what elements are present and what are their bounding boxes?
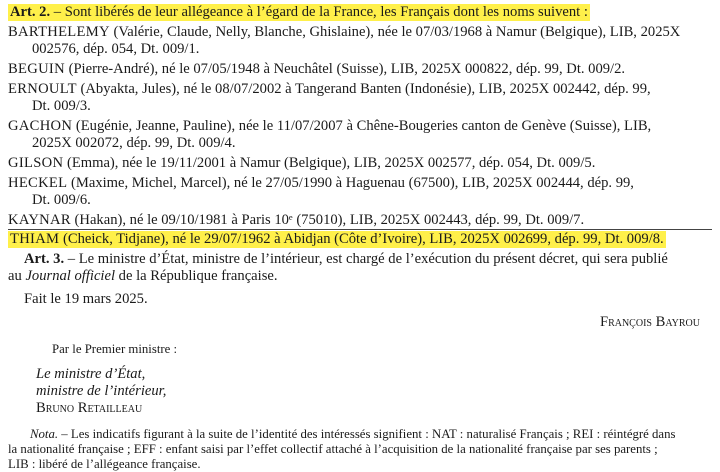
entry-highlight [8,231,666,248]
minister-title-1: Le ministre d’État, [36,366,146,382]
entry-name: BARTHELEMY [8,24,110,40]
entry-continuation: 002576, dép. 054, Dt. 009/1. [32,41,200,57]
article-2-text: – Sont libérés de leur allégeance à l’égard de la France, les Français dont les noms suivent : [50,4,588,20]
journal-officiel: Journal officiel [25,268,116,284]
entry-details: (Valérie, Claude, Nelly, Blanche, Ghislaine), née le 07/03/1968 à Namur (Belgique), LIB, 2025X [109,24,681,40]
article-3-text-post: de la République française. [115,268,278,284]
article-3-text-pre: au [8,268,26,284]
list-item [8,212,712,230]
nota-text: LIB : libéré de l’allégeance française. [8,457,201,471]
article-2-label: Art. 2. [10,4,51,20]
entry-continuation: Dt. 009/6. [32,192,91,208]
minister-signature [8,366,712,417]
nota-label: Nota. [30,427,59,441]
entry-name: KAYNAR [8,212,71,228]
list-item [8,175,712,209]
entry-name: GACHON [8,118,73,134]
nota-text: – Les indicatifs figurant à la suite de l’identité des intéressés signifient : NAT : naturalisé Français ; REI : réintégré dans [58,427,676,441]
entry-details: (Maxime, Michel, Marcel), né le 27/05/1990 à Haguenau (67500), LIB, 2025X 002444, dép. 99, [67,175,634,191]
article-3-label: Art. 3. [24,251,65,267]
entry-details: (Abyakta, Jules), né le 08/07/2002 à Tangerand Banten (Indonésie), LIB, 2025X 002442, dép. 99, [76,81,651,97]
list-item [8,155,712,172]
entry-name: THIAM [10,231,60,247]
highlighted-entry [8,231,712,248]
par-le-premier-ministre: Par le Premier ministre : [52,342,178,356]
nota [8,427,712,472]
minister-title-2: ministre de l’intérieur, [36,383,167,399]
list-item [8,81,712,115]
entry-name: GILSON [8,155,64,171]
list-item [8,24,712,58]
entry-continuation: 2025X 002072, dép. 99, Dt. 009/4. [32,135,236,151]
entry-details: (Cheick, Tidjane), né le 29/07/1962 à Abidjan (Côte d’Ivoire), LIB, 2025X 002699, dép. 99, Dt. 009/8. [59,231,664,247]
signatory: François Bayrou [599,314,700,330]
entry-name: ERNOULT [8,81,77,97]
article-2-highlight [8,4,590,21]
entry-continuation: Dt. 009/3. [32,98,91,114]
entry-details: (Eugénie, Jeanne, Pauline), née le 11/07/2007 à Chêne-Bougeries canton de Genève (Suisse), LIB, [72,118,652,134]
entry-details: (Emma), née le 19/11/2001 à Namur (Belgique), LIB, 2025X 002577, dép. 054, Dt. 009/5. [63,155,596,171]
entry-details: (Pierre-André), né le 07/05/1948 à Neuchâtel (Suisse), LIB, 2025X 000822, dép. 99, Dt. 009/2. [64,61,626,77]
entry-details: (Hakan), né le 09/10/1981 à Paris 10ᵉ (75010), LIB, 2025X 002443, dép. 99, Dt. 009/7. [70,212,585,228]
article-3-text: – Le ministre d’État, ministre de l’intérieur, est chargé de l’exécution du présent décret, qui sera publié [64,251,668,267]
article-2-heading [8,4,712,21]
date-line: Fait le 19 mars 2025. [24,291,148,307]
list-item [8,118,712,152]
list-item [8,61,712,78]
minister-name: Bruno Retailleau [36,400,143,416]
entry-list [8,24,712,248]
entry-name: HECKEL [8,175,68,191]
nota-text: la nationalité française ; EFF : enfant saisi par l’effet collectif attaché à l’acquisition de la nationalité française par ses parents ; [8,442,658,456]
article-3 [8,251,712,285]
entry-name: BEGUIN [8,61,65,77]
